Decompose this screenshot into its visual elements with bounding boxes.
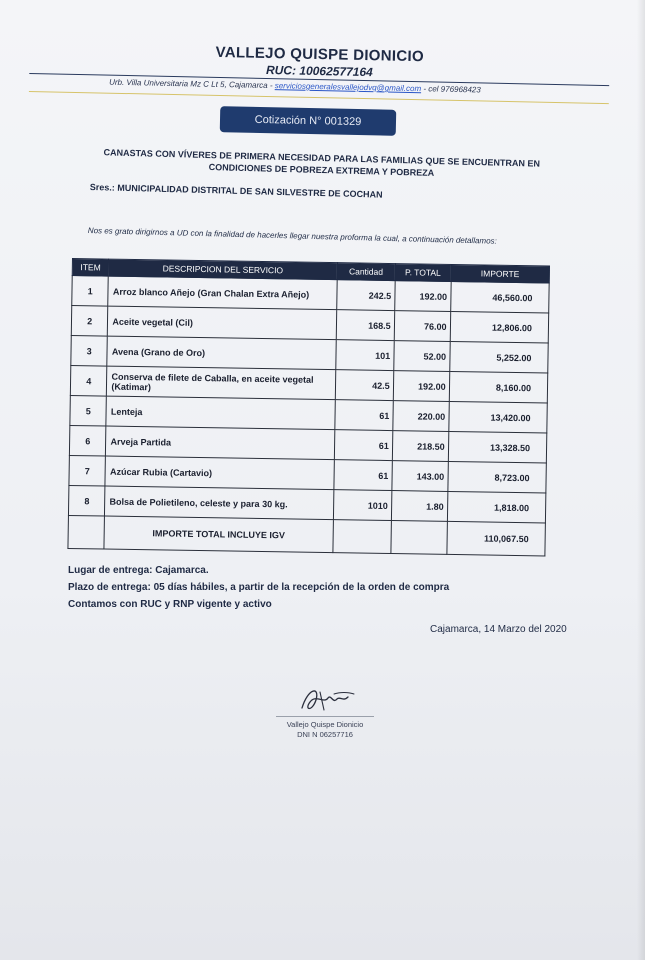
row-amount: 13,420.00 [448, 401, 547, 433]
company-phone: - cel 976968423 [423, 84, 481, 95]
total-empty-cell [333, 520, 392, 554]
company-address: Urb. Villa Universitaria Mz C Lt 5, Cajamarca - [109, 77, 273, 91]
header-item: ITEM [72, 259, 109, 277]
row-quantity: 1010 [333, 490, 391, 521]
document-date: Cajamarca, 14 Marzo del 2020 [430, 624, 567, 635]
row-item: 3 [71, 335, 108, 366]
intro-paragraph: Nos es grato dirigirnos a UD con la finalidad de hacerles llegar nuestra proforma la cual, a continuación detallamos: [87, 225, 497, 246]
row-description: Avena (Grano de Oro) [107, 336, 336, 370]
header-amount: IMPORTE [451, 264, 550, 283]
delivery-term: Plazo de entrega: 05 días hábiles, a partir de la recepción de la orden de compra [68, 582, 450, 593]
row-price: 218.50 [392, 431, 448, 462]
row-amount: 46,560.00 [450, 281, 549, 313]
row-quantity: 61 [335, 400, 393, 431]
row-amount: 8,160.00 [449, 371, 548, 403]
row-item: 7 [69, 455, 106, 486]
company-ruc: RUC: 10062577164 [265, 62, 373, 80]
row-amount: 1,818.00 [447, 491, 546, 523]
row-amount: 5,252.00 [449, 341, 548, 373]
row-item: 1 [72, 276, 109, 307]
row-price: 192.00 [393, 371, 449, 402]
row-description: Lenteja [106, 396, 335, 430]
row-item: 4 [70, 365, 107, 396]
handwritten-signature-icon [290, 682, 360, 716]
row-amount: 8,723.00 [447, 461, 546, 493]
total-empty-cell [68, 515, 105, 549]
total-amount: 110,067.50 [446, 521, 545, 556]
row-price: 143.00 [392, 461, 448, 492]
row-item: 8 [68, 485, 105, 516]
page-edge-shadow [637, 0, 645, 960]
delivery-place: Lugar de entrega: Cajamarca. [68, 565, 209, 576]
company-name: VALLEJO QUISPE DIONICIO [215, 43, 425, 66]
row-quantity: 61 [334, 460, 392, 491]
row-quantity: 101 [335, 340, 393, 371]
signature-block [270, 682, 380, 739]
row-description: Conserva de filete de Caballa, en aceite vegetal (Katimar) [107, 366, 336, 400]
row-description: Arroz blanco Añejo (Gran Chalan Extra Añejo) [108, 276, 337, 310]
row-item: 5 [70, 395, 107, 426]
signer-name: Vallejo Quispe Dionicio [286, 720, 364, 729]
signer-dni: DNI N 06257716 [297, 730, 353, 739]
quote-table-container [67, 258, 550, 559]
company-email-link[interactable]: serviciosgeneralesvallejodvq@gmail.com [274, 81, 422, 94]
header-unit-total: P. TOTAL [395, 264, 451, 282]
header-description: DESCRIPCION DEL SERVICIO [109, 259, 338, 280]
letterhead [29, 40, 610, 104]
quote-subject: CANASTAS CON VÍVERES DE PRIMERA NECESIDAD PARA LAS FAMILIAS QUE SE ENCUENTRAN EN CONDICIONES DE POBREZA EXTREMA Y POBREZA [103, 147, 541, 178]
row-description: Aceite vegetal (Cil) [108, 306, 337, 340]
row-price: 220.00 [393, 401, 449, 432]
total-empty-cell [391, 521, 447, 555]
row-quantity: 168.5 [336, 310, 394, 341]
row-description: Azúcar Rubia (Cartavio) [105, 456, 334, 490]
header-quantity: Cantidad [337, 263, 395, 281]
quote-number-banner: Cotización N° 001329 [220, 106, 397, 136]
row-description: Arveja Partida [106, 426, 335, 460]
signature-line [276, 716, 374, 717]
registry-status: Contamos con RUC y RNP vigente y activo [68, 599, 272, 610]
row-price: 52.00 [393, 341, 449, 372]
row-quantity: 42.5 [335, 370, 393, 401]
row-price: 1.80 [391, 491, 447, 522]
row-description: Bolsa de Polietileno, celeste y para 30 kg. [105, 486, 334, 520]
quote-table [67, 258, 550, 556]
row-amount: 12,806.00 [450, 311, 549, 343]
row-price: 192.00 [394, 281, 450, 312]
recipient-line: Sres.: MUNICIPALIDAD DISTRITAL DE SAN SILVESTRE DE COCHAN [89, 182, 383, 200]
row-item: 2 [71, 306, 108, 337]
row-quantity: 242.5 [336, 280, 394, 311]
table-total-row [68, 515, 545, 555]
row-item: 6 [69, 425, 106, 456]
row-quantity: 61 [334, 430, 392, 461]
row-price: 76.00 [394, 311, 450, 342]
total-label: IMPORTE TOTAL INCLUYE IGV [104, 516, 333, 553]
delivery-terms [68, 562, 449, 613]
row-amount: 13,328.50 [448, 431, 547, 463]
